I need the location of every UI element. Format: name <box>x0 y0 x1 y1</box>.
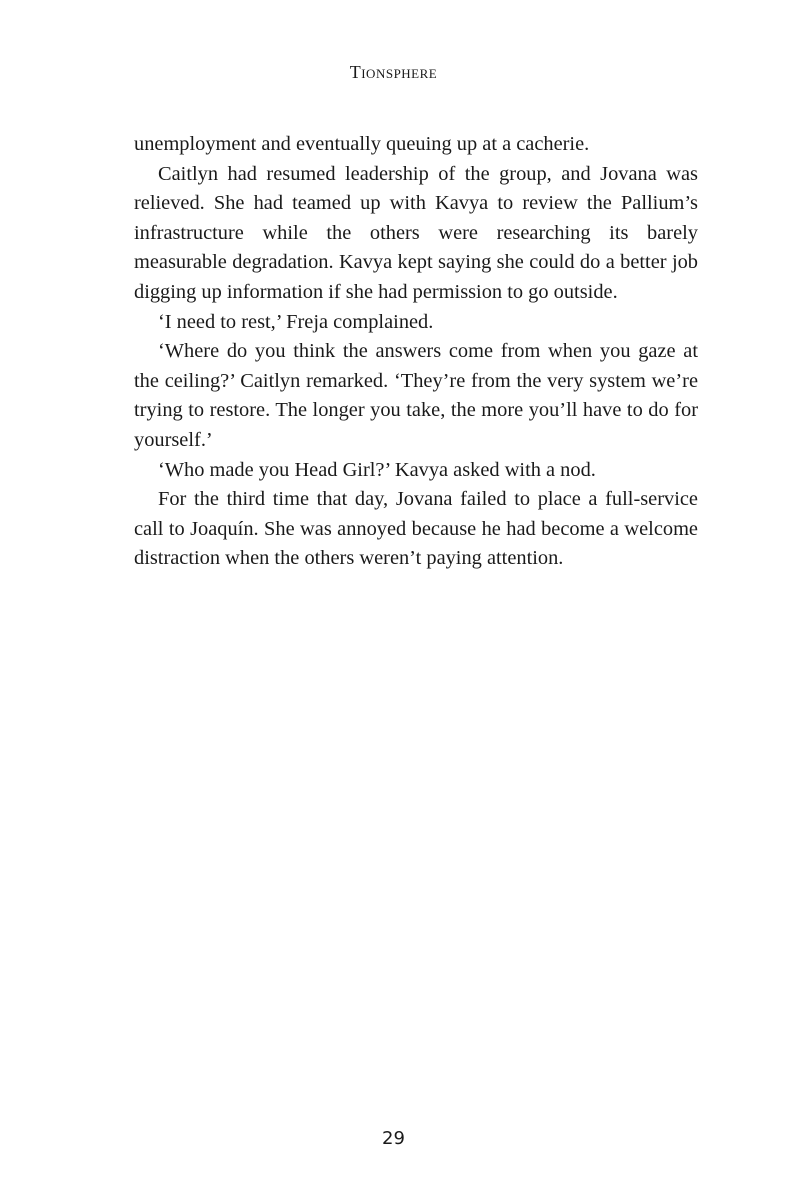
paragraph: ‘I need to rest,’ Freja complained. <box>158 310 434 333</box>
running-head: Tionsphere <box>349 62 438 82</box>
paragraph: Caitlyn had resumed leadership of the group, and Jovana was relieved. She had teamed up with Kavya to review the Pallium’s infrastructure while the others were researching its barely measurable degradation. Kavya kept saying she could do a better job digging up information if she had permission to go outside. <box>134 162 698 303</box>
paragraph: For the third time that day, Jovana failed to place a full-service call to Joaquín. She was annoyed because he had become a welcome distraction when the others weren’t paying attention. <box>134 488 698 570</box>
paragraph: ‘Who made you Head Girl?’ Kavya asked with a nod. <box>158 458 596 481</box>
page-number: 29 <box>382 1128 405 1149</box>
body-text <box>134 130 698 574</box>
paragraph: ‘Where do you think the answers come from when you gaze at the ceiling?’ Caitlyn remarked. ‘They’re from the very system we’re trying to restore. The longer you take, the more you’ll have to do for yourself.’ <box>134 340 698 451</box>
paragraph-continuation: unemployment and eventually queuing up at a cacherie. <box>134 133 590 155</box>
